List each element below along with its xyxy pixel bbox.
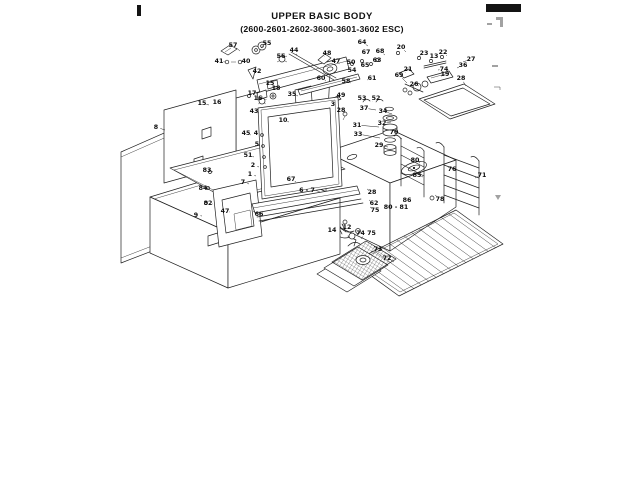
part-number-label: 64 [357, 39, 367, 47]
label-leader-line [387, 112, 392, 114]
part-number-label: 45 [241, 130, 251, 138]
smudge-mark [494, 87, 500, 90]
redaction-bar [486, 4, 521, 12]
part-number-label: 27 [466, 56, 476, 64]
part-number-label: 18 [271, 85, 281, 93]
part-number-label: 82 [203, 200, 213, 208]
part-number-label: 83 [202, 167, 212, 175]
part-number-label: 42 [252, 68, 262, 76]
element-center [356, 256, 370, 265]
part-number-label: 70 [389, 129, 399, 137]
smudge-mark [495, 195, 501, 200]
part-number-label: 74 [439, 66, 449, 74]
part-number-label: 36 [458, 62, 468, 70]
smudge-mark [496, 17, 503, 20]
smudge-mark [487, 23, 492, 25]
part-number-label: 75 [370, 207, 380, 215]
part-number-label: 17 [247, 90, 257, 98]
part-number-label: 4 [253, 130, 259, 138]
part-number-label: 23 [419, 50, 429, 58]
part-number-label: 29 [374, 142, 384, 150]
part-number-label: 28 [456, 75, 466, 83]
part-number-label: 22 [438, 49, 448, 57]
part-number-label: 15 [265, 80, 275, 88]
part-number-label: 12 [342, 224, 352, 232]
part-number-label: 16 [212, 99, 222, 107]
part-number-label: 43 [249, 108, 259, 116]
part-number-label: 60 [316, 75, 326, 83]
part-number-label: 50 [346, 59, 356, 67]
part-number-label: 44 [289, 47, 299, 55]
part-number-label: 40 [241, 58, 251, 66]
part-number-label: 74 75 [356, 230, 376, 238]
part-number-label: 1 [247, 171, 253, 179]
part-number-label: 67 [361, 49, 371, 57]
part-number-label: 68 [375, 48, 385, 56]
part-number-label: 33 [353, 131, 363, 139]
part-number-label: 78 [435, 196, 445, 204]
page-subtitle: (2600-2601-2602-3600-3601-3602 ESC) [240, 24, 404, 34]
drip-tray [419, 84, 495, 119]
part-number-label: 26 [409, 81, 419, 89]
part-number-label: 73 [373, 246, 383, 254]
part-number-label: 10 [278, 117, 288, 125]
part-number-label: 9 [193, 212, 199, 220]
part-number-label: 14 [327, 227, 337, 235]
part-number-label: 57 [228, 42, 238, 50]
part-number-label: 80 [410, 157, 420, 165]
part-number-label: 3 [330, 101, 336, 109]
part-number-label: 51 [243, 152, 253, 160]
part-number-label: 65 [360, 62, 370, 70]
part-number-label: 58 [341, 78, 351, 86]
part-number-label: 28 [336, 107, 346, 115]
page-title: UPPER BASIC BODY [271, 11, 373, 22]
page-edge-tick [137, 5, 141, 16]
part-number-label: 21 [403, 66, 413, 74]
part-number-label: 56 [276, 53, 286, 61]
part-number-label: 20 [396, 44, 406, 52]
part-number-label: 37 [359, 105, 369, 113]
part-number-label: 55 [262, 40, 272, 48]
part-number-label: 13 [429, 53, 439, 61]
part-number-label: 34 [378, 108, 388, 116]
part-number-label: 54 [347, 67, 357, 75]
door-assembly [258, 97, 342, 199]
part-number-label: 8 [153, 124, 159, 132]
part-number-label: 2 [250, 162, 256, 170]
part-number-label: 47 [220, 208, 230, 216]
part-number-label: 7 [240, 179, 246, 187]
part-number-label: 86 [402, 197, 412, 205]
part-number-label: 52 [371, 95, 381, 103]
label-leader-line [368, 109, 376, 110]
part-number-label: 31 [352, 122, 362, 130]
part-number-label: 32 [377, 120, 387, 128]
part-number-label: 6 - 7 [299, 187, 315, 195]
part-number-label: 53 [357, 95, 367, 103]
part-number-label: 61 [367, 75, 377, 83]
label-leader-line [386, 122, 391, 123]
part-number-label: 16 [253, 95, 263, 103]
part-number-label: 5 [254, 141, 260, 149]
part-number-label: 85 [412, 172, 422, 180]
part-number-label: 80 - 81 [383, 204, 409, 212]
part-number-label: 72 [382, 255, 392, 263]
part-number-label: 66 [254, 211, 264, 219]
part-number-label: 47 [331, 58, 341, 66]
part-number-label: 76 [447, 166, 457, 174]
part-number-label: 28 [367, 189, 377, 197]
part-number-label: 84 [198, 185, 208, 193]
label-leader-line [361, 125, 379, 127]
smudge-mark [500, 20, 503, 27]
part-number-label: 62 [369, 200, 379, 208]
part-number-label: 49 [336, 92, 346, 100]
part-number-label: 48 [322, 50, 332, 58]
part-number-label: 15 [197, 100, 207, 108]
part-number-label: 69 [394, 72, 404, 80]
part-number-label: 71 [477, 172, 487, 180]
part-number-label: 41 [214, 58, 224, 66]
screw-icon [225, 60, 229, 64]
smudge-mark [492, 65, 498, 67]
part-number-label: 19 [440, 71, 450, 79]
part-number-label: 67 [286, 176, 296, 184]
part-number-label: 35 [287, 91, 297, 99]
part-number-label: 63 [372, 57, 382, 65]
